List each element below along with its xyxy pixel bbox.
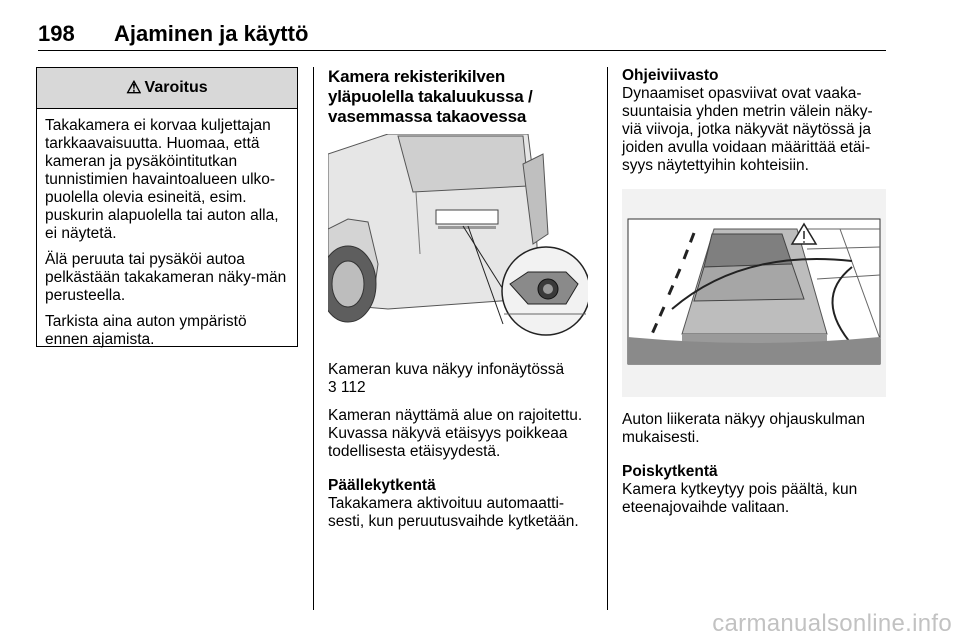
subheading-deactivation: Poiskytkentä bbox=[622, 463, 718, 480]
warning-header bbox=[37, 68, 297, 109]
warning-paragraph: Tarkista aina auton ympäristö ennen ajamista. bbox=[45, 313, 247, 348]
body-text: Kameran näyttämä alue on rajoitettu. Kuvassa näkyvä etäisyys poikkeaa todellisesta etäisyydestä. bbox=[328, 407, 583, 460]
camera-display-illustration bbox=[622, 189, 886, 397]
column-divider bbox=[313, 67, 314, 610]
page-header bbox=[38, 18, 886, 51]
warning-box bbox=[36, 67, 298, 347]
column-camera-location bbox=[328, 67, 593, 127]
subheading-guidelines: Ohjeiviivasto bbox=[622, 67, 719, 84]
page-title: Ajaminen ja käyttö bbox=[114, 21, 309, 46]
section-heading: Kamera rekisterikilven yläpuolella takaluukussa / vasemmassa takaovessa bbox=[328, 67, 533, 126]
watermark: carmanualsonline.info bbox=[712, 610, 952, 637]
warning-body bbox=[37, 109, 297, 349]
body-text: Kamera kytkeytyy pois päältä, kun eteenajovaihde valitaan. bbox=[622, 481, 858, 516]
column-guidelines-lower bbox=[622, 411, 888, 527]
page-number: 198 bbox=[38, 21, 75, 46]
body-text: Auton liikerata näkyy ohjauskulman mukaisesti. bbox=[622, 411, 865, 446]
subheading-activation: Päällekytkentä bbox=[328, 477, 436, 494]
warning-paragraph: Takakamera ei korvaa kuljettajan tarkkaavaisuutta. Huomaa, että kameran ja pysäköintitutkan tunnistimien havaintoalueen ulko-puolella olevia esineitä, esim. puskurin alapuolella tai auton alla, ei näytetä. bbox=[45, 117, 279, 242]
column-camera-text bbox=[328, 361, 593, 541]
page-reference: 3 112 bbox=[328, 379, 366, 396]
warning-title: Varoitus bbox=[144, 79, 208, 96]
warning-triangle-icon: ⚠ bbox=[126, 78, 142, 97]
warning-paragraph: Älä peruuta tai pysäköi autoa pelkästään takakameran näky-män perusteella. bbox=[45, 251, 287, 304]
column-guidelines bbox=[622, 67, 888, 185]
body-text: Takakamera aktivoituu automaatti-sesti, kun peruutusvaihde kytketään. bbox=[328, 495, 579, 530]
body-text: Kameran kuva näkyy infonäytössä bbox=[328, 361, 565, 378]
rear-camera-location-illustration bbox=[328, 134, 588, 346]
body-text: Dynaamiset opasviivat ovat vaaka-suuntaisia yhden metrin välein näky-viä viivoja, jotka näkyvät näytössä ja joiden avulla voidaan määrittää etäi-syys näytettyihin kohteisiin. bbox=[622, 85, 873, 174]
column-divider bbox=[607, 67, 608, 610]
